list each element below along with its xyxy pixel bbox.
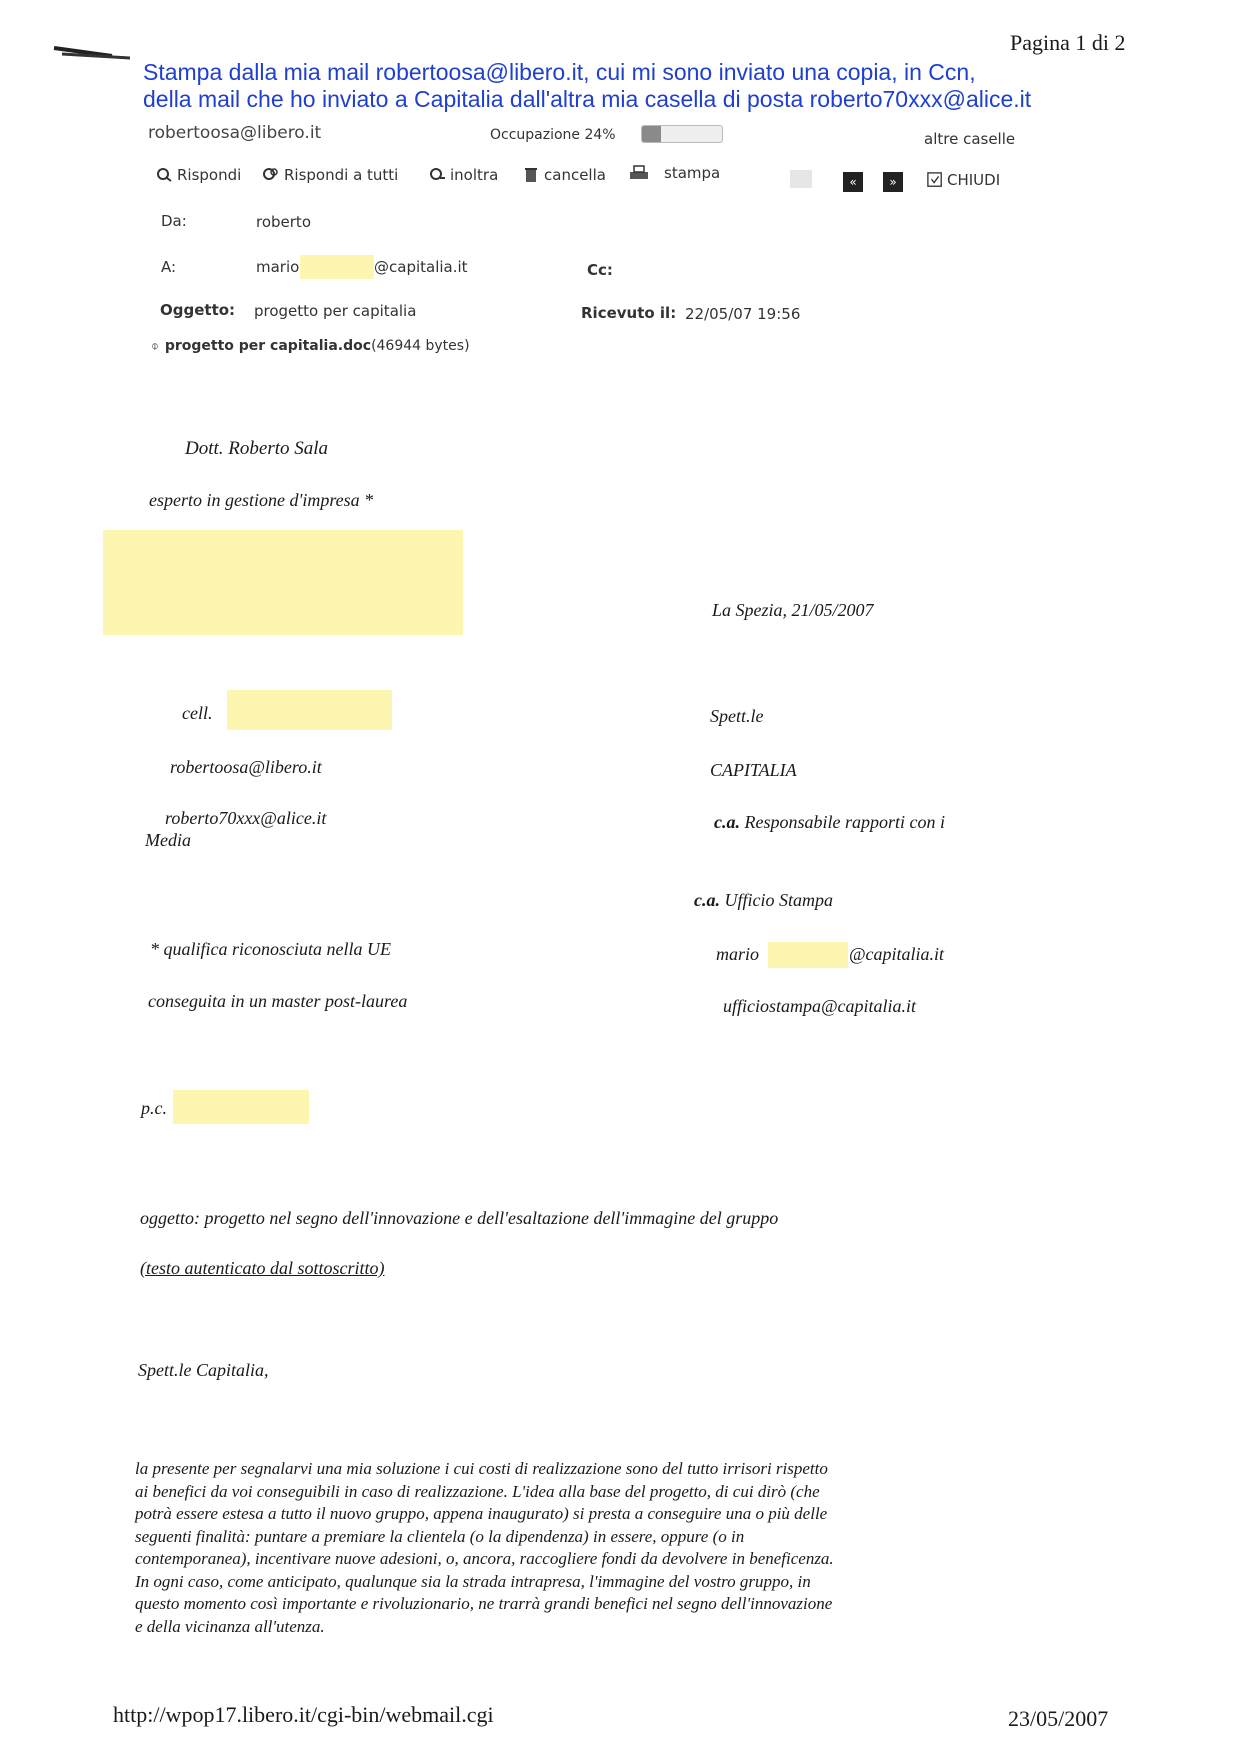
letter-body	[135, 1458, 995, 1638]
to-redaction	[300, 255, 374, 279]
scan-mark	[52, 42, 132, 62]
recipient-email-2: ufficiostampa@capitalia.it	[723, 996, 917, 1016]
footnote-1: * qualifica riconosciuta nella UE	[150, 939, 391, 959]
intro-note-line-1: Stampa dalla mia mail robertoosa@libero.it, cui mi sono inviato una copia, in Ccn,	[143, 59, 976, 85]
mailbox-usage-label: Occupazione 24%	[490, 127, 616, 143]
print-label: stampa	[664, 164, 721, 182]
delete-label: cancella	[544, 166, 606, 184]
forward-button[interactable]	[428, 166, 498, 184]
attention-1-text: Responsabile rapporti con i	[744, 812, 945, 832]
toolbar-separator-icon	[790, 170, 812, 188]
recipient-name: CAPITALIA	[710, 760, 797, 780]
cell-label: cell.	[182, 703, 213, 723]
to-name: mario	[256, 258, 300, 276]
body-line-1: la presente per segnalarvi una mia soluzione i cui costi di realizzazione sono del tutto irrisori rispetto	[135, 1459, 828, 1478]
place-date: La Spezia, 21/05/2007	[712, 600, 874, 620]
received-label: Ricevuto il:	[581, 304, 677, 322]
page-number: Pagina 1 di 2	[1010, 30, 1126, 55]
cc-label: Cc:	[587, 261, 613, 279]
footnote-2: conseguita in un master post-laurea	[148, 991, 408, 1011]
reply-all-label: Rispondi a tutti	[284, 166, 399, 184]
ca-prefix-1: c.a.	[714, 812, 740, 832]
media-continuation: Media	[145, 830, 191, 850]
authenticated-note: (testo autenticato dal sottoscritto)	[140, 1258, 385, 1278]
subject-value: progetto per capitalia	[254, 302, 417, 320]
attachment-link[interactable]	[151, 338, 470, 354]
reply-all-button[interactable]	[262, 166, 398, 184]
other-mailboxes-link[interactable]: altre caselle	[924, 130, 1016, 148]
close-label: CHIUDI	[947, 171, 1001, 189]
body-line-6: In ogni caso, come anticipato, qualunque sia la strada intrapresa, l'immagine del vostro gruppo, in	[135, 1571, 811, 1591]
body-line-3: potrà essere estesa a tutto il nuovo gruppo, appena inaugurato) si presta a conseguire una o più delle	[135, 1504, 828, 1523]
trash-icon	[522, 166, 540, 184]
delete-button[interactable]	[522, 166, 606, 184]
attachment-name: progetto per capitalia.doc	[164, 338, 372, 354]
pc-redaction	[173, 1090, 309, 1124]
body-line-8: e della vicinanza all'utenza.	[135, 1616, 325, 1636]
mailbox-account: robertoosa@libero.it	[148, 123, 322, 143]
recipient-email-domain: @capitalia.it	[849, 944, 945, 964]
to-domain: @capitalia.it	[374, 258, 468, 276]
forward-icon	[428, 166, 446, 184]
attention-2-text: Ufficio Stampa	[724, 890, 833, 910]
scan-mark-graphic	[52, 42, 132, 62]
pc-label: p.c.	[141, 1098, 167, 1118]
body-line-5: contemporanea), incentivare nuove adesioni, o, ancora, raccogliere fondi da devolvere in beneficenza.	[135, 1549, 834, 1568]
attention-line-1	[714, 812, 945, 833]
reply-button[interactable]	[155, 166, 241, 184]
from-value: roberto	[256, 213, 311, 231]
sender-address-redaction	[103, 530, 463, 635]
subject-label: Oggetto:	[160, 301, 236, 319]
body-line-4: seguenti finalità: puntare a premiare la clientela (o la dipendenza) in essere, oppure (o in	[135, 1526, 745, 1546]
paperclip-icon: ⌽	[151, 338, 159, 354]
sender-title: esperto in gestione d'impresa *	[149, 490, 374, 510]
forward-label: inoltra	[450, 166, 499, 184]
printer-icon	[628, 164, 650, 182]
mailbox-usage-bar	[641, 125, 723, 143]
print-button[interactable]	[628, 164, 720, 182]
cell-redaction	[227, 690, 392, 730]
reply-all-icon	[262, 166, 280, 184]
footer-date: 23/05/2007	[1008, 1706, 1109, 1731]
recipient-greeting: Spett.le	[710, 706, 764, 726]
reply-icon	[155, 166, 173, 184]
footer-url: http://wpop17.libero.it/cgi-bin/webmail.cgi	[113, 1702, 494, 1727]
reply-label: Rispondi	[177, 166, 242, 184]
mailbox-usage-fill	[642, 126, 661, 142]
recipient-email-name: mario	[716, 944, 760, 964]
attention-line-2	[694, 890, 833, 911]
sender-email-1: robertoosa@libero.it	[170, 757, 322, 777]
recipient-email-redaction	[768, 942, 848, 968]
received-value: 22/05/07 19:56	[685, 305, 801, 323]
to-label: A:	[161, 258, 177, 276]
sender-email-2: roberto70xxx@alice.it	[165, 808, 327, 828]
attachment-size: (46944 bytes)	[371, 338, 470, 354]
body-line-7: questo momento così importante e rivoluzionario, ne trarrà grandi benefici nel segno dell'innovazione	[135, 1594, 833, 1613]
letter-subject: oggetto: progetto nel segno dell'innovazione e dell'esaltazione dell'immagine del gruppo	[140, 1208, 779, 1228]
ca-prefix-2: c.a.	[694, 890, 720, 910]
body-line-2: ai benefici da voi conseguibili in caso di realizzazione. L'idea alla base del progetto, di cui dirò (che	[135, 1481, 820, 1501]
salutation: Spett.le Capitalia,	[138, 1360, 269, 1380]
close-button[interactable]	[927, 171, 1000, 189]
sender-name: Dott. Roberto Sala	[185, 438, 329, 459]
close-window-icon	[927, 172, 943, 188]
next-message-button[interactable]: »	[883, 172, 903, 192]
intro-note-line-2: della mail che ho inviato a Capitalia dall'altra mia casella di posta roberto70xxx@alice.it	[143, 86, 1032, 112]
previous-message-button[interactable]: «	[843, 172, 863, 192]
from-label: Da:	[161, 212, 187, 230]
